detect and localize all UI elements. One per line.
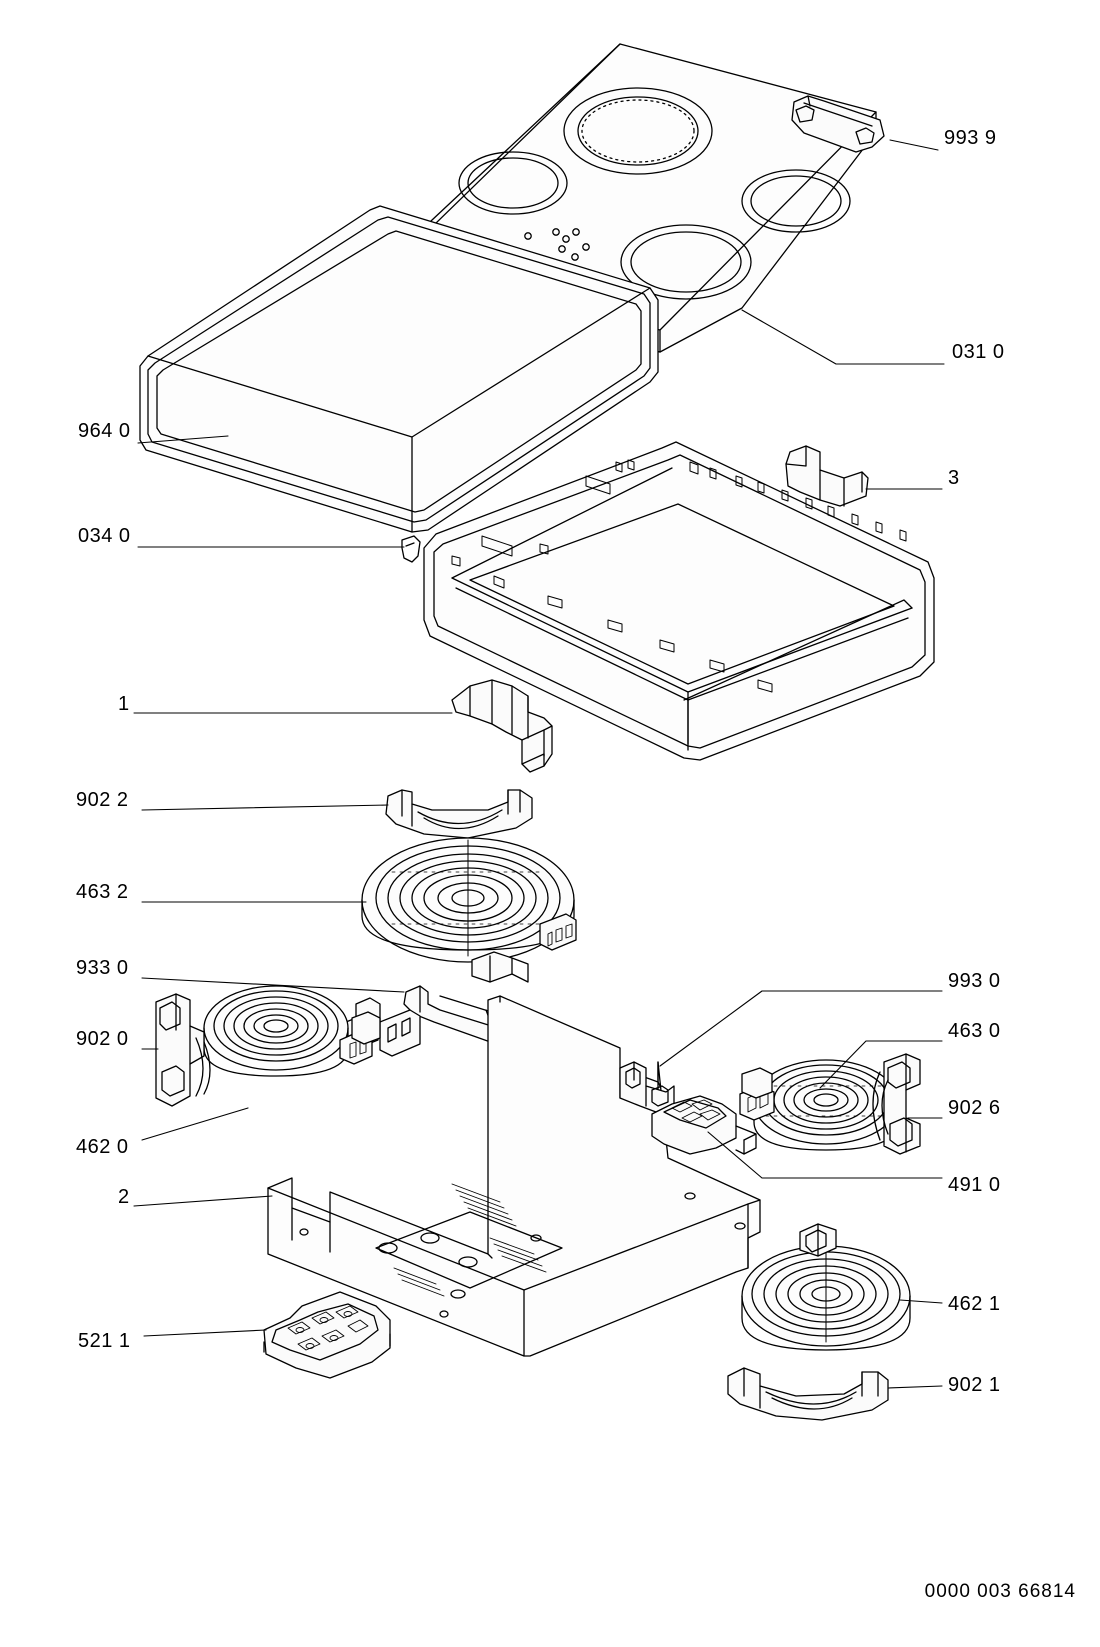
callout-993-9: 993 9: [944, 127, 997, 149]
callout-902-1: 902 1: [948, 1374, 1001, 1396]
radiant-element-463-0-graphic: [740, 1060, 898, 1150]
radiant-element-462-0-graphic: [204, 986, 380, 1076]
callout-3: 3: [948, 467, 960, 489]
mounting-clip-3-graphic: [786, 446, 868, 506]
callout-462-0: 462 0: [76, 1136, 129, 1158]
terminal-block-521-1-graphic: [264, 1292, 390, 1378]
bracket-902-1-graphic: [728, 1368, 888, 1420]
callout-964-0: 964 0: [78, 420, 131, 442]
bracket-902-2-graphic: [386, 790, 532, 838]
callout-933-0: 933 0: [76, 957, 129, 979]
bracket-902-0-graphic: [156, 994, 210, 1106]
wiring-harness-graphic: [452, 680, 552, 772]
callout-1: 1: [118, 693, 130, 715]
callout-463-0: 463 0: [948, 1020, 1001, 1042]
document-number: 0000 003 66814: [924, 1581, 1076, 1602]
callout-521-1: 521 1: [78, 1330, 131, 1352]
callout-491-0: 491 0: [948, 1174, 1001, 1196]
callout-463-2: 463 2: [76, 881, 129, 903]
callout-902-6: 902 6: [948, 1097, 1001, 1119]
callout-902-0: 902 0: [76, 1028, 129, 1050]
callout-2: 2: [118, 1186, 130, 1208]
callout-993-0: 993 0: [948, 970, 1001, 992]
callout-031-0: 031 0: [952, 341, 1005, 363]
radiant-element-463-2-graphic: [362, 838, 576, 982]
callout-462-1: 462 1: [948, 1293, 1001, 1315]
callout-902-2: 902 2: [76, 789, 129, 811]
radiant-element-462-1-graphic: [742, 1224, 910, 1350]
callout-034-0: 034 0: [78, 525, 131, 547]
